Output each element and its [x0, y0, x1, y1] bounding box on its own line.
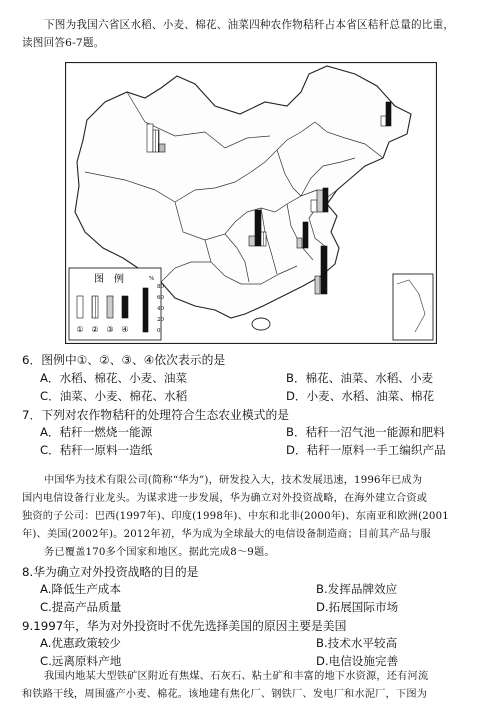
huawei-passage	[22, 472, 484, 562]
bar-xj-1	[147, 124, 153, 152]
q8-option-a: A.降低生产成本	[40, 582, 121, 596]
q7-option-c: C．秸秆一原料一造纸	[40, 443, 153, 457]
intro-paragraph	[22, 16, 484, 52]
scale-tick-20: 20	[157, 317, 164, 323]
bar-sc-2	[249, 236, 255, 246]
q8-option-c: C.提高产品质量	[40, 600, 122, 614]
scale-unit: %	[149, 276, 155, 282]
huawei-line-1: 中国华为技术有限公司(简称“华为”)，研发投入大，技术发展迅速，1996年已成为	[44, 475, 423, 486]
scale-tick-80: 80	[157, 284, 164, 290]
bar-hun-1	[321, 246, 327, 294]
q6-stem: 6．图例中①、②、③、④依次表示的是	[22, 353, 226, 367]
q8-option-b: B.发挥品牌效应	[316, 582, 398, 596]
legend-label-4: ④	[121, 325, 129, 334]
legend-scale-bar	[143, 288, 148, 332]
south-sea-inset	[393, 274, 433, 340]
q9-option-b: B.技术水平较高	[316, 636, 398, 650]
bar-hun-2	[315, 276, 320, 294]
q8-option-d: D.拓展国际市场	[316, 600, 399, 614]
iron-mine-passage	[22, 668, 484, 704]
bar-xj-3	[159, 144, 165, 152]
scale-tick-40: 40	[157, 306, 164, 312]
q6-option-c: C．油菜、小麦、棉花、水稻	[40, 389, 188, 403]
iron-line-1: 我国内地某大型铁矿区附近有焦煤、石灰石、粘土矿和丰富的地下水资源，还有河流	[44, 671, 429, 682]
q7-option-a: A．秸秆一燃烧一能源	[40, 425, 153, 439]
q6-option-b: B．棉花、油菜、水稻、小麦	[286, 371, 434, 385]
china-crop-straw-map	[65, 62, 437, 344]
bar-sc-1	[255, 210, 261, 246]
bar-hn-2	[317, 190, 323, 212]
scale-tick-0: 0	[157, 328, 161, 334]
legend-label-3: ③	[106, 325, 114, 334]
q9-option-d: D.电信设施完善	[316, 654, 399, 668]
bar-hb-2	[297, 238, 302, 248]
legend-title: 图 例	[94, 274, 124, 285]
q6-option-d: D．小麦、水稻、油菜、棉花	[286, 389, 435, 403]
bar-hb-1	[303, 222, 308, 248]
bar-hn-1	[311, 200, 317, 212]
intro-line-1: 下图为我国六省区水稻、小麦、棉花、油菜四种农作物秸秆占本省区秸秆总量的比重，	[44, 19, 455, 31]
bar-xj-2	[153, 130, 159, 152]
intro-line-2: 读图回答6-7题。	[22, 37, 105, 49]
scale-tick-60: 60	[157, 295, 164, 301]
bar-hlj-1	[381, 116, 386, 126]
huawei-line-5: 务已覆盖170多个国家和地区。据此完成8～9题。	[44, 547, 275, 558]
huawei-line-3: 独资的子公司：巴西(1997年)、印度(1998年)、中东和北非(2000年)、东南亚和欧洲(2001	[22, 511, 449, 522]
legend-label-2: ②	[91, 325, 99, 334]
bar-sc-3	[261, 232, 266, 246]
q7-option-d: D．秸秆一原料一手工编织产品	[286, 443, 446, 457]
hainan-island	[252, 318, 270, 330]
iron-line-2: 和铁路干线，周围盛产小麦、棉花。该地建有焦化厂、钢铁厂、发电厂和水泥厂，下图为	[22, 689, 428, 700]
bar-hlj-2	[386, 102, 391, 126]
huawei-line-2: 国内电信设备行业龙头。为谋求进一步发展，华为确立对外投资战略，在海外建立合资或	[22, 493, 428, 504]
huawei-line-4: 年)、美国(2002年)。2012年初，华为成为全球最大的电信设备制造商；目前其产品与服	[22, 529, 431, 540]
q6-option-a: A．水稻、棉花、小麦、油菜	[40, 371, 188, 385]
q7-option-b: B．秸秆一沼气池一能源和肥料	[286, 425, 445, 439]
map-legend	[69, 268, 164, 340]
q7-stem: 7．下列对农作物秸秆的处理符合生态农业模式的是	[22, 408, 290, 422]
legend-label-1: ①	[76, 325, 84, 334]
q9-stem: 9.1997年，华为对外投资时不优先选择美国的原因主要是美国	[22, 619, 347, 633]
bar-hn-3	[323, 188, 328, 212]
q8-stem: 8.华为确立对外投资战略的目的是	[22, 565, 199, 579]
q9-option-c: C.远离原料产地	[40, 654, 122, 668]
q9-option-a: A.优惠政策较少	[40, 636, 121, 650]
